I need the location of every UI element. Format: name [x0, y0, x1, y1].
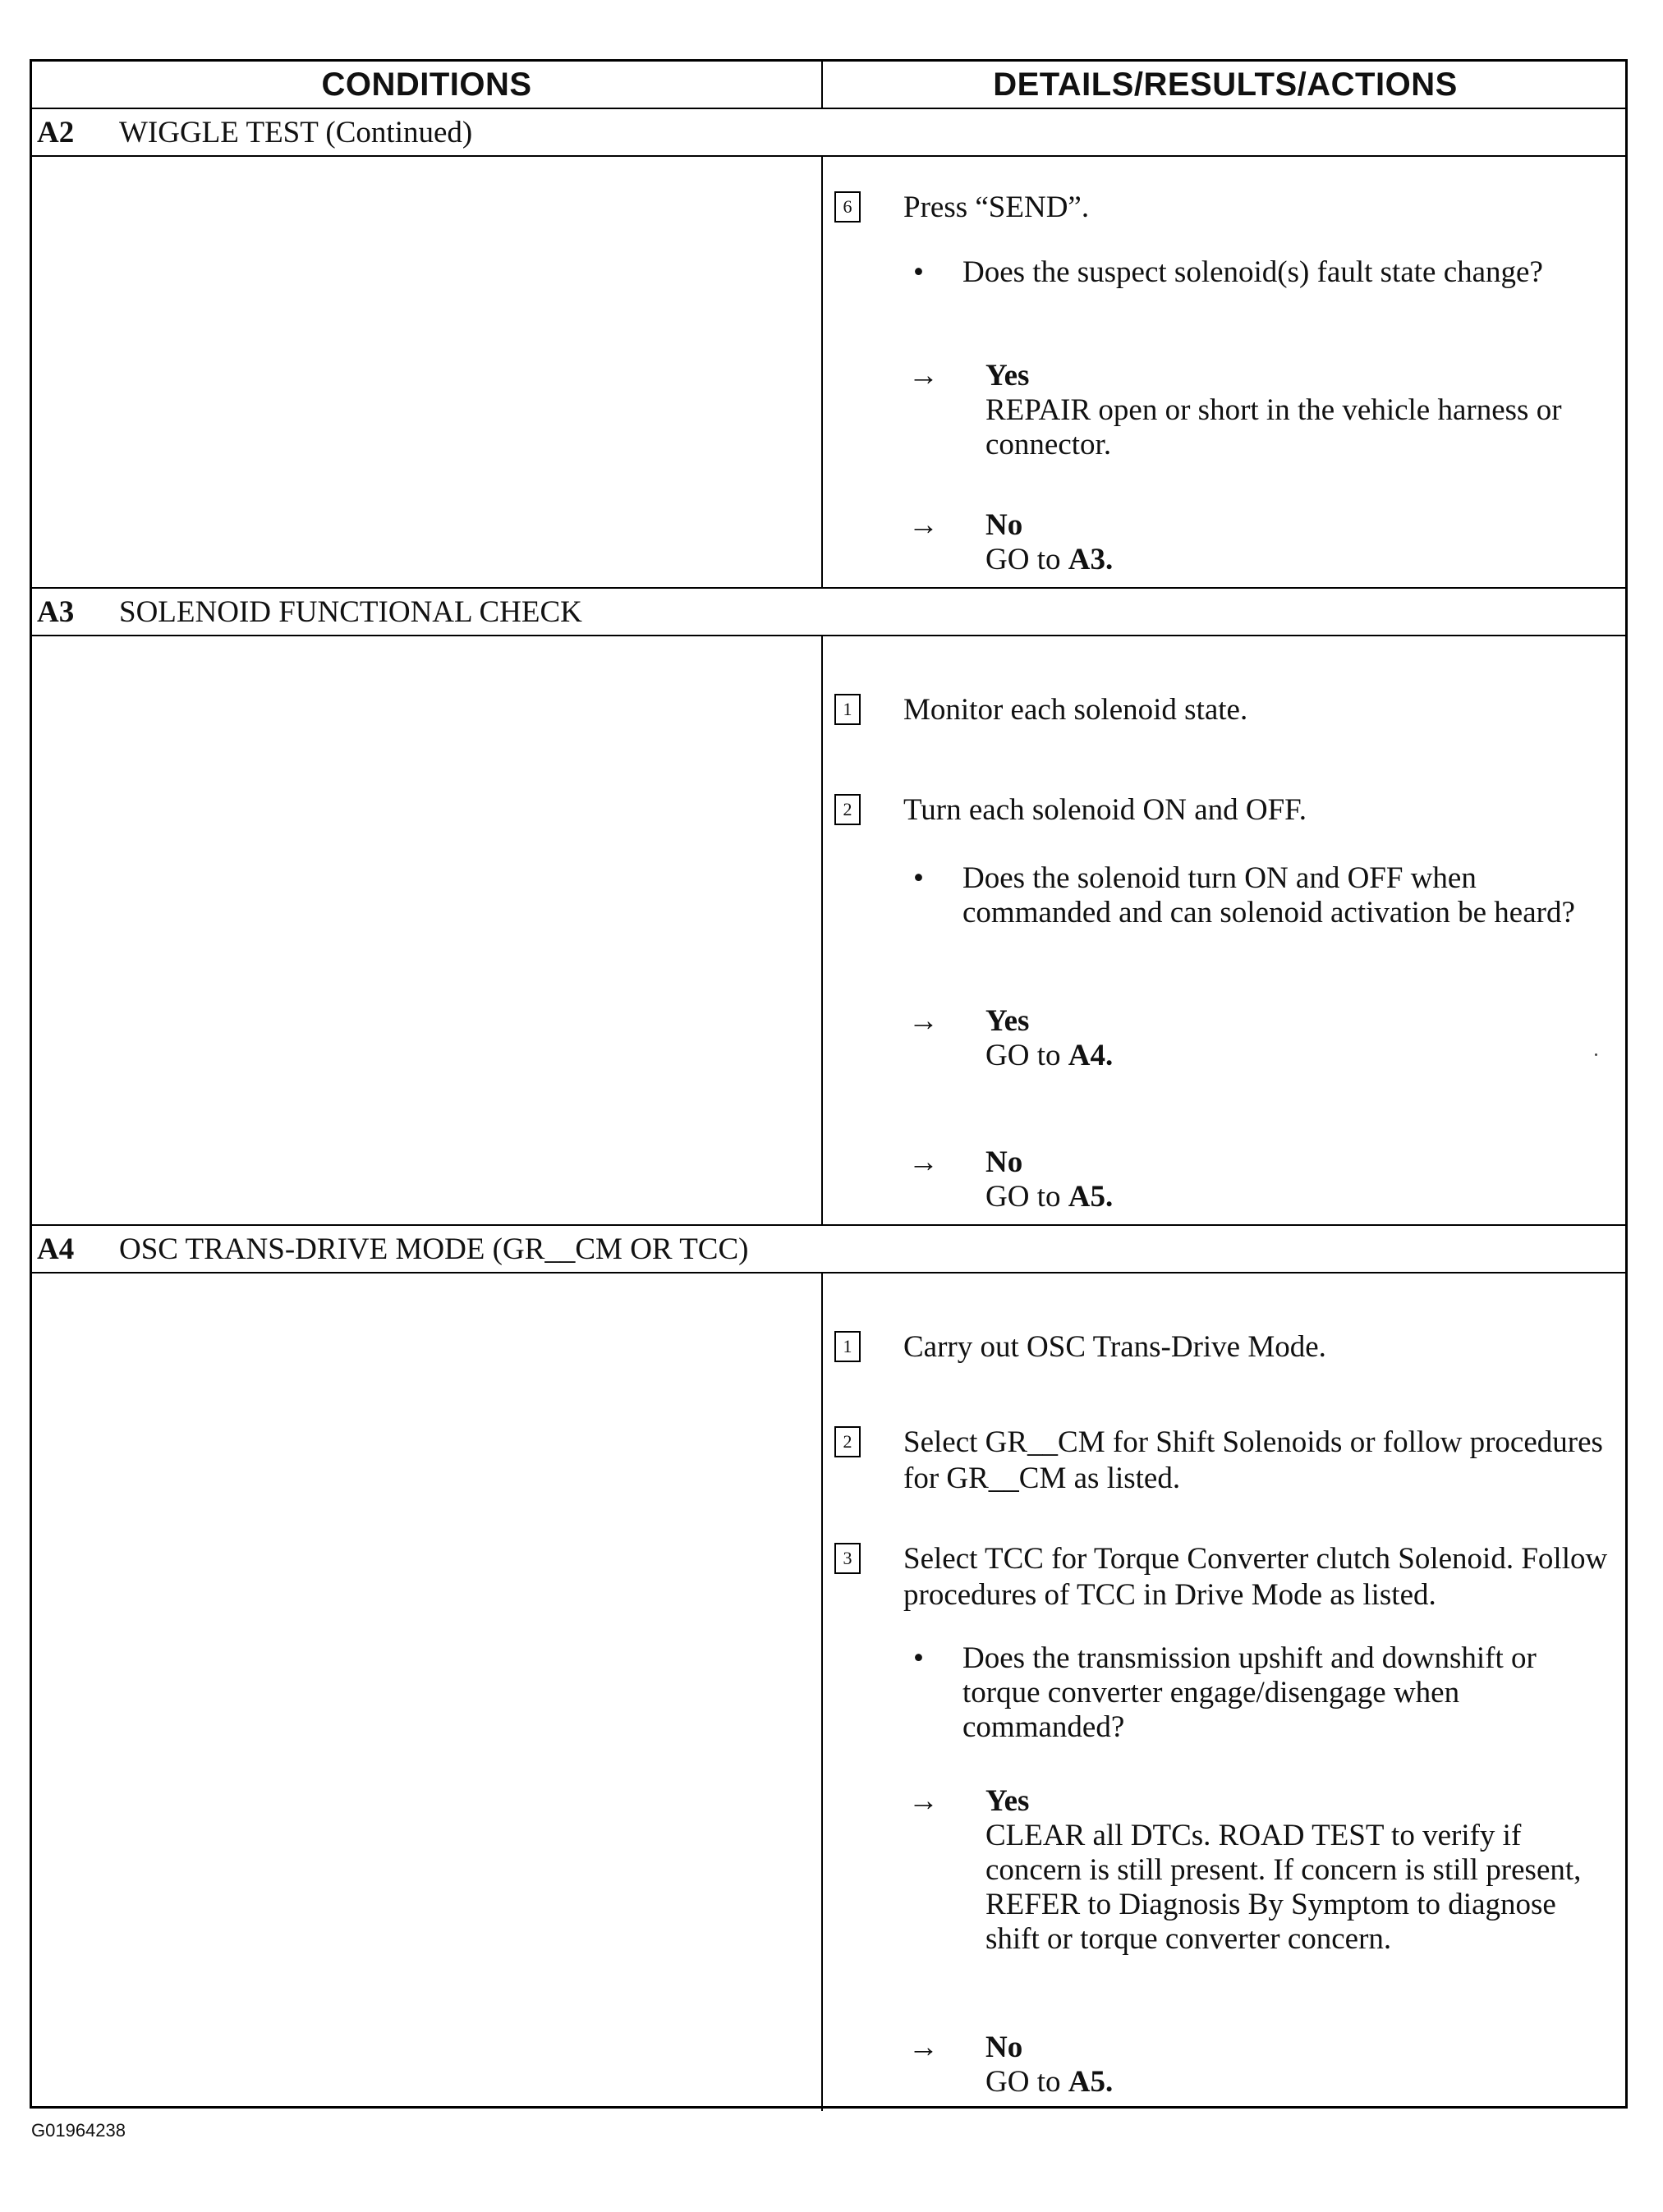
answer-goto: GO to: [985, 1180, 1068, 1214]
answer-text: [985, 543, 1601, 577]
answer-ref: A5.: [1068, 1180, 1114, 1214]
answer-goto: GO to: [985, 1039, 1068, 1072]
answer-text: [985, 1039, 1601, 1073]
step-text: Press “SEND”.: [903, 190, 1090, 224]
answer-label-yes: Yes: [985, 359, 1030, 392]
step-text: Turn each solenoid ON and OFF.: [903, 793, 1307, 827]
answer-text: REPAIR open or short in the vehicle harness or connector.: [985, 393, 1562, 461]
column-divider: [821, 1272, 823, 2111]
answer-label-yes: Yes: [985, 1784, 1030, 1818]
section-code: A2: [37, 115, 75, 149]
answer-ref: A5.: [1068, 2065, 1114, 2099]
arrow-icon: →: [908, 359, 939, 392]
question-text: Does the solenoid turn ON and OFF when commanded and can solenoid activation be heard?: [962, 861, 1575, 929]
answer-label-no: No: [985, 1145, 1023, 1179]
section-title-a3: [37, 589, 582, 635]
scan-speck: [1595, 1053, 1597, 1056]
answer-text: CLEAR all DTCs. ROAD TEST to verify if concern is still present. If concern is still present, REFER to Diagnosis By Symptom to diagnose shift or torque converter concern.: [985, 1819, 1582, 1956]
step-text: Carry out OSC Trans-Drive Mode.: [903, 1330, 1326, 1364]
section-code: A3: [37, 594, 75, 629]
answer-label-yes: Yes: [985, 1004, 1030, 1038]
step-text: Select TCC for Torque Converter clutch Solenoid. Follow procedures of TCC in Drive Mode as listed.: [903, 1542, 1608, 1612]
bullet-icon: •: [913, 861, 924, 895]
section-name: SOLENOID FUNCTIONAL CHECK: [119, 594, 582, 629]
column-divider: [821, 635, 823, 1224]
answer-label-no: No: [985, 2031, 1023, 2064]
answer-ref: A4.: [1068, 1039, 1114, 1072]
arrow-icon: →: [908, 508, 939, 542]
arrow-icon: →: [908, 1784, 939, 1818]
answer-text: [985, 2065, 1601, 2100]
section-code: A4: [37, 1232, 75, 1266]
answer-label-no: No: [985, 508, 1023, 542]
column-divider: [821, 62, 823, 108]
step-text: Monitor each solenoid state.: [903, 693, 1248, 727]
step-text: Select GR__CM for Shift Solenoids or follow procedures for GR__CM as listed.: [903, 1425, 1603, 1495]
figure-id: G01964238: [31, 2120, 126, 2141]
step-number-box: 1: [834, 694, 861, 725]
question-text: Does the suspect solenoid(s) fault state change?: [962, 255, 1543, 289]
column-divider: [821, 155, 823, 587]
divider: [32, 1272, 1625, 1274]
divider: [32, 155, 1625, 157]
step-number-box: 2: [834, 794, 861, 825]
header-conditions: CONDITIONS: [321, 66, 532, 103]
step-number-box: 2: [834, 1426, 861, 1457]
section-title-a2: [37, 109, 472, 155]
question-text: Does the transmission upshift and downshift or torque converter engage/disengage when commanded?: [962, 1641, 1537, 1744]
bullet-icon: •: [913, 1641, 924, 1675]
header-details: DETAILS/RESULTS/ACTIONS: [993, 66, 1458, 103]
procedure-table: [30, 59, 1628, 2109]
section-name: OSC TRANS-DRIVE MODE (GR__CM OR TCC): [119, 1232, 749, 1266]
arrow-icon: →: [908, 2031, 939, 2064]
answer-goto: GO to: [985, 2065, 1068, 2099]
bullet-icon: •: [913, 255, 924, 289]
step-number-box: 3: [834, 1543, 861, 1574]
step-number-box: 1: [834, 1331, 861, 1362]
answer-text: [985, 1180, 1601, 1214]
section-name: WIGGLE TEST (Continued): [119, 115, 473, 149]
section-title-a4: [37, 1226, 748, 1272]
step-number-box: 6: [834, 191, 861, 223]
arrow-icon: →: [908, 1145, 939, 1179]
divider: [32, 635, 1625, 636]
answer-goto: GO to: [985, 543, 1068, 576]
arrow-icon: →: [908, 1004, 939, 1038]
answer-ref: A3.: [1068, 543, 1114, 576]
